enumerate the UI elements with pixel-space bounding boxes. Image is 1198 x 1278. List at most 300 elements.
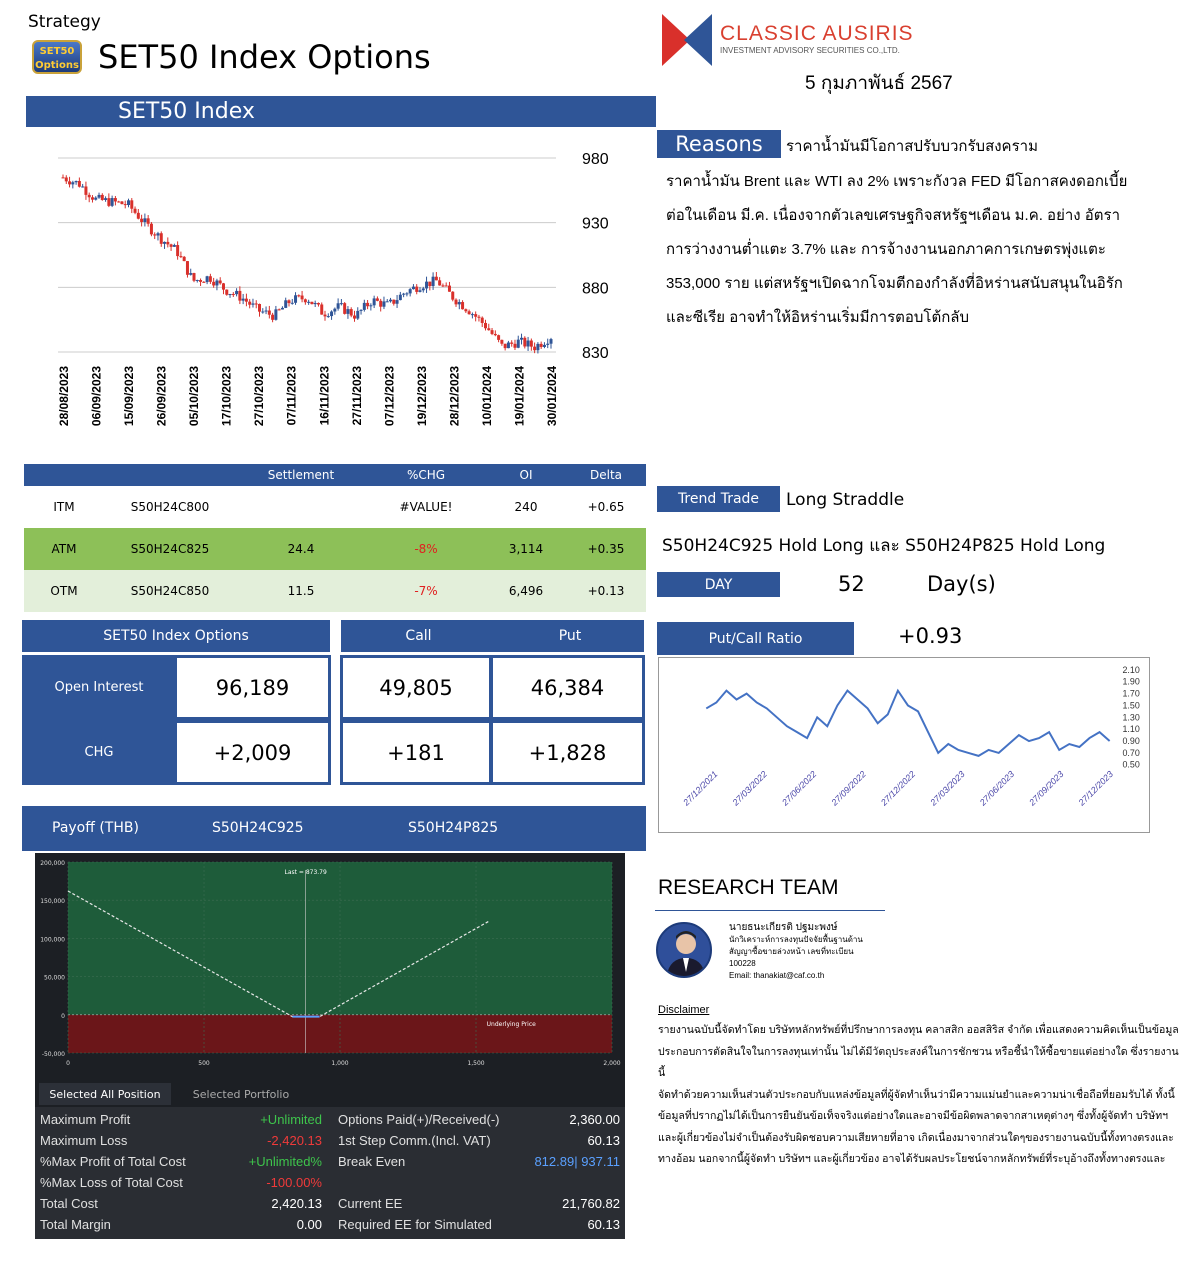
reasons-headline: ราคาน้ำมันมีโอกาสปรับบวกรับสงคราม xyxy=(786,138,1038,155)
put-call-ratio-label: Put/Call Ratio xyxy=(657,622,854,655)
x-tick-label: 27/12/2023 xyxy=(1076,769,1116,808)
page-title: SET50 Index Options xyxy=(98,38,431,76)
candle-body xyxy=(156,233,159,235)
table-cell: #VALUE! xyxy=(399,500,453,514)
candle-body xyxy=(245,299,248,302)
stat-value: +Unlimited% xyxy=(248,1154,322,1169)
candle-body xyxy=(235,291,238,294)
header-chg: %CHG xyxy=(406,468,446,482)
candle-body xyxy=(134,209,137,213)
candle-body xyxy=(291,303,294,304)
candle-body xyxy=(65,177,68,181)
candle-body xyxy=(232,294,235,295)
disclaimer-title: Disclaimer xyxy=(658,1004,710,1016)
stat-value: 0.00 xyxy=(296,1217,322,1232)
candle-body xyxy=(268,311,271,315)
y-tick-label: 1.90 xyxy=(1122,676,1140,687)
candle-body xyxy=(432,277,435,286)
candle-body xyxy=(251,303,254,304)
x-tick-label: 30/01/2024 xyxy=(545,366,559,427)
candle-body xyxy=(379,301,382,307)
y-tick-label: 200,000 xyxy=(40,860,65,867)
candle-body xyxy=(199,280,202,282)
set50-candlestick-chart xyxy=(26,130,656,460)
candle-body xyxy=(363,303,366,310)
put-call-ratio-value: +0.93 xyxy=(898,624,963,648)
x-tick-label: 500 xyxy=(198,1060,210,1067)
stat-value: 2,420.13 xyxy=(271,1196,322,1211)
candle-body xyxy=(317,303,320,304)
y-tick-label: 930 xyxy=(582,215,609,233)
candle-body xyxy=(494,334,497,335)
y-tick-label: 2.10 xyxy=(1122,664,1140,675)
y-tick-label: 0 xyxy=(61,1012,65,1020)
analyst-id: 100228 xyxy=(729,959,756,968)
candle-body xyxy=(356,311,359,319)
candle-body xyxy=(350,309,353,315)
analyst-license: สัญญาซื้อขายล่วงหน้า เลขที่ทะเบียน xyxy=(729,947,854,956)
candle-body xyxy=(487,328,490,330)
table-cell: +0.13 xyxy=(587,584,625,598)
candle-body xyxy=(455,300,458,305)
x-tick-label: 27/09/2022 xyxy=(829,769,868,808)
candle-body xyxy=(84,186,87,194)
candle-body xyxy=(284,300,287,308)
candle-body xyxy=(386,301,389,302)
table-cell: 24.4 xyxy=(287,542,315,556)
payoff-panel xyxy=(35,853,625,1239)
y-tick-label: 880 xyxy=(582,280,609,298)
candle-body xyxy=(540,344,543,347)
candle-body xyxy=(179,256,182,257)
candle-body xyxy=(215,281,218,286)
candle-body xyxy=(294,295,297,303)
candle-body xyxy=(189,273,192,275)
candle-body xyxy=(147,218,150,223)
candle-body xyxy=(343,303,346,314)
candle-body xyxy=(265,311,268,312)
oi-call-value: 49,805 xyxy=(343,658,489,717)
table-cell: 11.5 xyxy=(287,584,315,598)
table-cell: OTM xyxy=(50,584,78,598)
candle-body xyxy=(389,300,392,302)
disclaimer-body xyxy=(658,1020,1180,1171)
analyst-info xyxy=(729,922,863,982)
candle-body xyxy=(104,198,107,200)
candle-body xyxy=(412,287,415,290)
brand-subtitle: INVESTMENT ADVISORY SECURITIES CO.,LTD. xyxy=(720,46,900,55)
candle-body xyxy=(527,341,530,347)
x-tick-label: 17/10/2023 xyxy=(219,366,234,427)
x-tick-label: 0 xyxy=(66,1060,70,1067)
candle-body xyxy=(333,309,336,312)
candle-body xyxy=(91,197,94,199)
candle-body xyxy=(301,296,304,300)
disclaimer-line: จัดทำด้วยความเห็นส่วนตัวประกอบกับแหล่งข้อมูลที่ผู้จัดทำเห็นว่ามีความแม่นยำและความน่าเชื่อถือที่ยอมรับได้ ทั้งนี้ xyxy=(658,1088,1175,1101)
candle-body xyxy=(88,195,91,197)
candle-body xyxy=(346,309,349,314)
stat-label: Total Margin xyxy=(40,1217,111,1232)
trend-trade-label: Trend Trade xyxy=(657,486,780,512)
chg-put-value: +1,828 xyxy=(493,723,642,782)
stat-label: %Max Profit of Total Cost xyxy=(40,1154,186,1169)
candle-body xyxy=(166,242,169,244)
tab-selected-portfolio[interactable]: Selected Portfolio xyxy=(192,1087,290,1101)
candle-body xyxy=(373,298,376,305)
candle-body xyxy=(461,302,464,309)
payoff-chart xyxy=(35,853,625,1081)
candle-body xyxy=(261,312,264,313)
payoff-leg-call: S50H24C925 xyxy=(212,820,304,836)
candle-body xyxy=(409,289,412,293)
table-cell xyxy=(236,486,366,528)
candle-body xyxy=(337,303,340,308)
table-cell: 3,114 xyxy=(508,542,544,556)
candle-body xyxy=(225,290,228,295)
candle-body xyxy=(68,181,71,184)
day-unit: Day(s) xyxy=(927,572,996,596)
candle-body xyxy=(98,195,101,198)
y-tick-label: 1.30 xyxy=(1122,712,1140,723)
table-cell: ITM xyxy=(53,500,75,514)
brand-name: CLASSIC AUSIRIS xyxy=(720,22,914,45)
candle-body xyxy=(242,299,245,301)
x-tick-label: 07/11/2023 xyxy=(284,366,299,426)
oi-put-header: Put xyxy=(496,620,644,652)
candle-body xyxy=(324,315,327,317)
analyst-photo-icon xyxy=(658,924,712,978)
y-tick-label: 980 xyxy=(582,151,609,168)
x-tick-label: 19/01/2024 xyxy=(512,366,527,427)
day-label: DAY xyxy=(657,572,780,597)
stat-label: Maximum Profit xyxy=(40,1112,131,1127)
candle-body xyxy=(206,276,209,282)
reasons-body xyxy=(666,165,1181,335)
table-cell: +0.65 xyxy=(587,500,625,514)
candle-body xyxy=(396,300,399,304)
disclaimer-line: และผู้เกี่ยวข้องไม่จำเป็นต้องรับผิดชอบความเสียหายที่อาจ เกิดเนื่องมาจากส่วนใดๆของรายงานฉบับนี้ทั้งทางตรงและ xyxy=(658,1131,1174,1144)
disclaimer-line: ทางอ้อม นอกจากนี้ผู้จัดทำ บริษัทฯ และผู้เกี่ยวข้อง อาจได้รับผลประโยชน์จากหลักทรัพย์ที่ระบุอ้างถึงทั้งทางตรงและ xyxy=(658,1153,1166,1165)
candle-body xyxy=(504,344,507,348)
stat-value: -2,420.13 xyxy=(267,1133,322,1148)
research-team-title: RESEARCH TEAM xyxy=(658,876,839,899)
options-table xyxy=(24,464,646,612)
reasons-line: ราคาน้ำมัน Brent และ WTI ลง 2% เพราะกังวล FED มีโอกาสคงดอกเบี้ย xyxy=(666,173,1128,190)
candle-body xyxy=(546,344,549,345)
oi-total-value: 96,189 xyxy=(177,658,328,717)
analyst-avatar xyxy=(656,922,712,978)
candle-body xyxy=(513,344,516,348)
x-tick-label: 26/09/2023 xyxy=(154,366,169,427)
candle-body xyxy=(471,314,474,315)
stat-value: 60.13 xyxy=(587,1133,620,1148)
set50-chart-header: SET50 Index xyxy=(26,96,656,127)
table-cell: -7% xyxy=(414,584,438,598)
logo-text: SET50 Options xyxy=(35,46,79,71)
candle-body xyxy=(510,343,513,344)
reasons-line: 353,000 ราย แต่สหรัฐฯเปิดฉากโจมตีกองกำลังที่อิหร่านสนับสนุนในอิรัก xyxy=(666,275,1123,292)
last-price-label: Last = 873.79 xyxy=(284,869,327,876)
candle-body xyxy=(140,219,143,222)
report-date: 5 กุมภาพันธ์ 2567 xyxy=(805,73,953,94)
y-tick-label: 1.10 xyxy=(1122,724,1140,735)
analyst-name: นายธนะเกียรติ ปฐมะพงษ์ xyxy=(729,922,838,933)
candle-body xyxy=(219,281,222,284)
table-cell: 6,496 xyxy=(508,584,544,598)
candle-body xyxy=(458,302,461,304)
candle-body xyxy=(271,315,274,320)
stat-label: 1st Step Comm.(Incl. VAT) xyxy=(338,1133,491,1148)
stat-value: +Unlimited xyxy=(260,1112,322,1127)
y-tick-label: -50,000 xyxy=(41,1051,65,1058)
stat-value: 60.13 xyxy=(587,1217,620,1232)
put-call-ratio-chart xyxy=(658,657,1150,833)
candle-body xyxy=(550,339,553,344)
candle-body xyxy=(360,310,363,311)
candle-body xyxy=(428,282,431,286)
stat-value: 2,360.00 xyxy=(569,1112,620,1127)
y-tick-label: 0.50 xyxy=(1122,759,1140,770)
y-tick-label: 830 xyxy=(582,345,609,362)
candle-body xyxy=(81,186,84,187)
oi-summary-title: SET50 Index Options xyxy=(22,620,330,652)
y-tick-label: 100,000 xyxy=(40,936,65,944)
x-tick-label: 27/10/2023 xyxy=(252,366,267,427)
candle-body xyxy=(163,242,166,244)
candle-body xyxy=(78,181,81,187)
candle-body xyxy=(507,343,510,349)
oi-total-box xyxy=(22,655,331,785)
x-tick-label: 28/08/2023 xyxy=(57,366,71,427)
candle-body xyxy=(71,182,74,184)
header-cell xyxy=(104,464,236,486)
table-cell: S50H24C800 xyxy=(130,500,210,514)
candle-body xyxy=(258,304,261,312)
header-settlement: Settlement xyxy=(267,468,335,482)
y-tick-label: 0.70 xyxy=(1122,747,1140,758)
candle-body xyxy=(229,294,232,295)
oi-call-put-box xyxy=(340,655,645,785)
reasons-line: การว่างงานต่ำแตะ 3.7% และ การจ้างงานนอกภาคการเกษตรพุ่งแตะ xyxy=(666,241,1106,258)
candle-body xyxy=(425,282,428,289)
stat-value: 812.89| 937.11 xyxy=(534,1154,620,1169)
candle-body xyxy=(418,290,421,292)
candle-body xyxy=(107,198,110,206)
stat-label: Options Paid(+)/Received(-) xyxy=(338,1112,500,1127)
candle-body xyxy=(382,301,385,306)
candle-body xyxy=(330,312,333,317)
x-tick-label: 27/03/2023 xyxy=(928,769,967,808)
x-tick-label: 27/11/2023 xyxy=(349,366,364,426)
candle-body xyxy=(222,283,225,289)
candle-body xyxy=(274,309,277,319)
x-tick-label: 10/01/2024 xyxy=(479,366,494,427)
table-row xyxy=(24,486,646,528)
underlying-price-label: Underlying Price xyxy=(486,1020,536,1028)
candle-body xyxy=(160,233,163,244)
x-tick-label: 16/11/2023 xyxy=(317,366,332,426)
candle-body xyxy=(530,341,533,347)
divider xyxy=(655,910,885,911)
candle-body xyxy=(435,277,438,281)
candle-body xyxy=(120,201,123,204)
candle-body xyxy=(62,177,65,178)
table-row xyxy=(24,528,646,570)
x-tick-label: 27/12/2022 xyxy=(878,769,918,808)
y-tick-label: 1.70 xyxy=(1122,688,1140,699)
table-cell: +0.35 xyxy=(587,542,625,556)
x-tick-label: 27/12/2021 xyxy=(681,769,720,808)
candle-body xyxy=(422,288,425,290)
payoff-stats xyxy=(35,1107,625,1239)
candle-body xyxy=(137,213,140,219)
candle-body xyxy=(340,303,343,304)
tab-selected-all-position[interactable]: Selected All Position xyxy=(39,1083,171,1105)
candle-body xyxy=(320,304,323,314)
candle-body xyxy=(468,311,471,314)
candle-body xyxy=(327,316,330,317)
disclaimer-line: ประกอบการตัดสินใจในการลงทุนเท่านั้น ไม่ได้มีวัตถุประสงค์ในการชักชวน หรือชี้นำให้ซื้อขายแต่อย่างใด ซึ่งรายงานนี้ xyxy=(658,1045,1179,1079)
candle-body xyxy=(484,323,487,328)
candle-body xyxy=(124,204,127,205)
oi-call-header: Call xyxy=(341,620,496,652)
candle-body xyxy=(196,280,199,281)
candle-body xyxy=(94,198,97,200)
chg-label: CHG xyxy=(84,745,114,760)
candle-body xyxy=(186,261,189,275)
candle-body xyxy=(536,344,539,350)
candle-body xyxy=(520,338,523,340)
candle-body xyxy=(176,245,179,256)
candle-body xyxy=(304,299,307,302)
chg-total-value: +2,009 xyxy=(177,723,328,782)
payoff-tabs xyxy=(35,1083,625,1105)
candle-body xyxy=(441,285,444,286)
candle-body xyxy=(212,282,215,286)
candle-body xyxy=(193,273,196,281)
analyst-role: นักวิเคราะห์การลงทุนปัจจัยพื้นฐานด้าน xyxy=(729,935,863,944)
table-cell: S50H24C825 xyxy=(130,542,210,556)
x-tick-label: 28/12/2023 xyxy=(447,366,462,427)
candle-body xyxy=(366,303,369,306)
candle-body xyxy=(117,201,120,202)
table-cell: 240 xyxy=(514,500,538,514)
candle-body xyxy=(369,305,372,306)
candle-body xyxy=(310,302,313,304)
x-tick-label: 2,000 xyxy=(603,1060,621,1067)
x-tick-label: 07/12/2023 xyxy=(382,366,397,427)
strategy-label: Strategy xyxy=(28,12,101,32)
candle-body xyxy=(477,317,480,318)
x-tick-label: 15/09/2023 xyxy=(122,366,137,427)
candle-body xyxy=(170,244,173,246)
candle-body xyxy=(445,285,448,286)
candle-body xyxy=(173,245,176,247)
table-row xyxy=(24,570,646,612)
candle-body xyxy=(392,300,395,304)
candle-body xyxy=(353,316,356,319)
candle-body xyxy=(130,200,133,208)
candle-body xyxy=(497,335,500,340)
y-tick-label: 50,000 xyxy=(44,974,65,982)
candle-body xyxy=(153,234,156,235)
brand-logo-icon xyxy=(662,14,712,66)
x-tick-label: 06/09/2023 xyxy=(89,366,104,427)
candle-body xyxy=(402,294,405,295)
candle-body xyxy=(297,295,300,296)
disclaimer-line: ข้อมูลที่ปรากฏไม่ได้เป็นการยืนยันข้อเท็จจริงแต่อย่างใดและอาจมีข้อผิดพลาดจากสาเหตุต่างๆ ซึ่งทั้งผู้จัดทำ บริษัทฯ xyxy=(658,1110,1169,1122)
candle-body xyxy=(75,181,78,182)
candle-body xyxy=(255,303,258,304)
set50-options-logo xyxy=(32,40,82,74)
header-delta: Delta xyxy=(589,468,622,482)
stat-label: Required EE for Simulated xyxy=(338,1217,492,1232)
pcr-series-line xyxy=(706,691,1109,756)
candle-body xyxy=(202,282,205,283)
chg-call-value: +181 xyxy=(343,723,489,782)
candle-body xyxy=(111,198,114,206)
candle-body xyxy=(127,200,130,205)
candle-body xyxy=(376,298,379,300)
table-cell: ATM xyxy=(51,542,77,556)
candle-body xyxy=(517,340,520,348)
analyst-email[interactable]: Email: thanakiat@caf.co.th xyxy=(729,971,825,980)
candle-body xyxy=(307,302,310,303)
x-tick-label: 27/06/2022 xyxy=(779,769,819,808)
candle-body xyxy=(183,257,186,261)
header-cell xyxy=(24,464,104,486)
x-tick-label: 19/12/2023 xyxy=(414,366,429,427)
reasons-line: ต่อในเดือน มี.ค. เนื่องจากตัวเลขเศรษฐกิจสหรัฐฯเดือน ม.ค. อย่าง อัตรา xyxy=(666,207,1120,224)
x-tick-label: 27/06/2023 xyxy=(977,769,1017,808)
stat-label: Total Cost xyxy=(40,1196,98,1211)
candle-body xyxy=(481,318,484,323)
candle-body xyxy=(150,224,153,235)
stat-label: %Max Loss of Total Cost xyxy=(40,1175,183,1190)
open-interest-label: Open Interest xyxy=(54,680,144,695)
candle-body xyxy=(399,295,402,300)
table-header-row xyxy=(24,464,646,486)
candle-body xyxy=(405,293,408,294)
y-tick-label: 1.50 xyxy=(1122,700,1140,711)
table-cell: S50H24C850 xyxy=(130,584,210,598)
x-tick-label: 05/10/2023 xyxy=(187,366,202,427)
candle-body xyxy=(523,338,526,347)
trend-trade-value: Long Straddle xyxy=(786,490,905,510)
candle-body xyxy=(281,308,284,310)
candle-body xyxy=(448,286,451,292)
candle-body xyxy=(248,302,251,305)
candle-body xyxy=(238,291,241,301)
payoff-header xyxy=(22,806,646,851)
candle-body xyxy=(543,345,546,347)
candle-body xyxy=(287,300,290,303)
candle-body xyxy=(533,347,536,351)
y-tick-label: 150,000 xyxy=(40,898,65,906)
disclaimer-line: รายงานฉบับนี้จัดทำโดย บริษัทหลักทรัพย์ที่ปรึกษาการลงทุน คลาสสิก ออสสิริส จำกัด เพื่อแสดงความคิดเห็นเป็นข้อมูล xyxy=(658,1024,1179,1036)
stat-label: Maximum Loss xyxy=(40,1133,128,1148)
candle-body xyxy=(491,330,494,334)
stat-label: Break Even xyxy=(338,1154,406,1169)
trade-description: S50H24C925 Hold Long และ S50H24P825 Hold Long xyxy=(662,536,1106,556)
candle-body xyxy=(314,303,317,304)
candle-body xyxy=(114,198,117,201)
candle-body xyxy=(209,276,212,282)
candle-body xyxy=(464,309,467,311)
reasons-label: Reasons xyxy=(657,130,781,158)
x-tick-label: 1,500 xyxy=(467,1060,485,1067)
payoff-leg-put: S50H24P825 xyxy=(408,820,499,836)
